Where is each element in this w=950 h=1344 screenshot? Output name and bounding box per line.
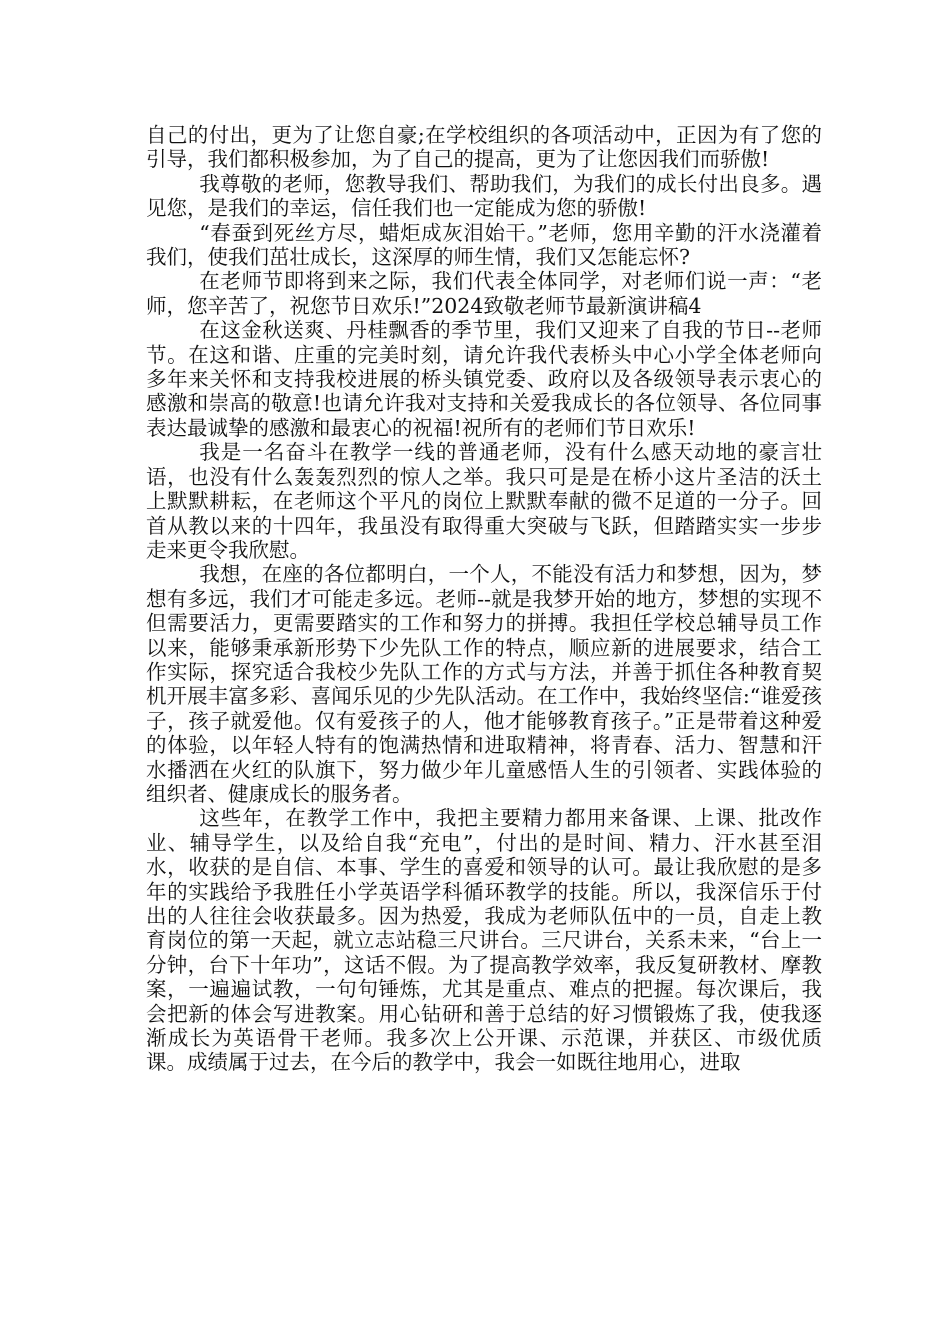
paragraph-8: 这些年，在教学工作中，我把主要精力都用来备课、上课、批改作业、辅导学生，以及给自我“充电”，付出的是时间、精力、汗水甚至泪水，收获的是自信、本事、学生的喜爱和领导的认可。最让我欣慰的是多年的实践给予我胜任小学英语学科循环教学的技能。所以，我深信乐于付出的人往往会收获最多。因为热爱，我成为老师队伍中的一员，自走上教育岗位的第一天起，就立志站稳三尺讲台。三尺讲台，关系未来，“台上一分钟，台下十年功”，这话不假。为了提高教学效率，我反复研教材、摩教案，一遍遍试教，一句句锤炼，尤其是重点、难点的把握。每次课后，我会把新的体会写进教案。用心钻研和善于总结的好习惯锻炼了我，使我逐渐成长为英语骨干老师。我多次上公开课、示范课，并获区、市级优质课。成绩属于过去，在今后的教学中，我会一如既往地用心，进取 <box>146 806 822 1075</box>
paragraph-2: 我尊敬的老师，您教导我们、帮助我们，为我们的成长付出良多。遇见您，是我们的幸运，信任我们也一定能成为您的骄傲! <box>146 171 822 221</box>
paragraph-5: 在这金秋送爽、丹桂飘香的季节里，我们又迎来了自我的节日--老师节。在这和谐、庄重的完美时刻，请允许我代表桥头中心小学全体老师向多年来关怀和支持我校进展的桥头镇党委、政府以及各级领导表示衷心的感激和崇高的敬意!也请允许我对支持和关爱我成长的各位领导、各位同事表达最诚挚的感激和最衷心的祝福!祝所有的老师们节日欢乐! <box>146 318 822 440</box>
paragraph-6: 我是一名奋斗在教学一线的普通老师，没有什么感天动地的豪言壮语，也没有什么轰轰烈烈的惊人之举。我只可是是在桥小这片圣洁的沃土上默默耕耘，在老师这个平凡的岗位上默默奉献的微不足道的一分子。回首从教以来的十四年，我虽没有取得重大突破与飞跃，但踏踏实实一步步走来更令我欣慰。 <box>146 440 822 562</box>
paragraph-3: “春蚕到死丝方尽，蜡炬成灰泪始干。”老师，您用辛勤的汗水浇灌着我们，使我们茁壮成长，这深厚的师生情，我们又怎能忘怀? <box>146 220 822 270</box>
document-body <box>146 123 822 1075</box>
paragraph-7: 我想，在座的各位都明白，一个人，不能没有活力和梦想，因为，梦想有多远，我们才可能走多远。老师--就是我梦开始的地方，梦想的实现不但需要活力，更需要踏实的工作和努力的拼搏。我担任学校总辅导员工作以来，能够秉承新形势下少先队工作的特点，顺应新的进展要求，结合工作实际，探究适合我校少先队工作的方式与方法，并善于抓住各种教育契机开展丰富多彩、喜闻乐见的少先队活动。在工作中，我始终坚信:“谁爱孩子，孩子就爱他。仅有爱孩子的人，他才能够教育孩子。”正是带着这种爱的体验，以年轻人特有的饱满热情和进取精神，将青春、活力、智慧和汗水播洒在火红的队旗下，努力做少年儿童感悟人生的引领者、实践体验的组织者、健康成长的服务者。 <box>146 562 822 806</box>
paragraph-1: 自己的付出，更为了让您自豪;在学校组织的各项活动中，正因为有了您的引导，我们都积极参加，为了自己的提高，更为了让您因我们而骄傲! <box>146 123 822 172</box>
paragraph-4: 在老师节即将到来之际，我们代表全体同学，对老师们说一声：“老师，您辛苦了，祝您节日欢乐!”2024致敬老师节最新演讲稿4 <box>146 269 822 318</box>
